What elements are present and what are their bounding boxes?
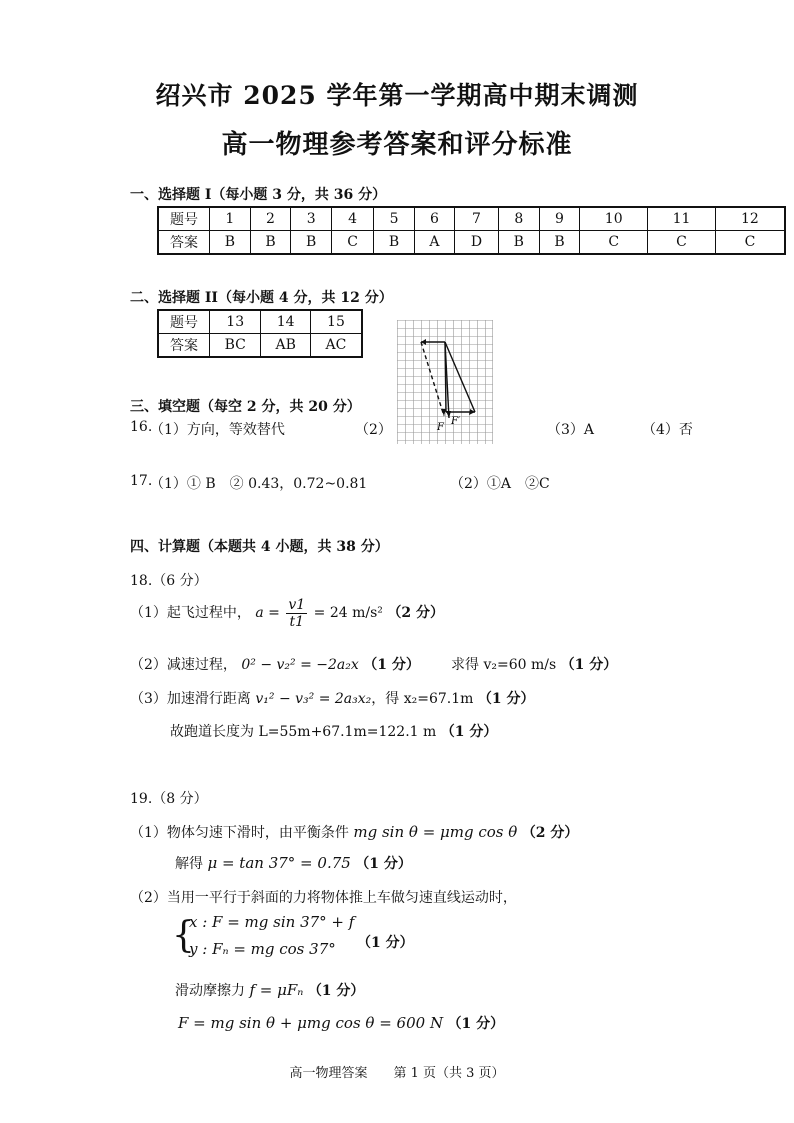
answer-cell: B	[291, 231, 332, 255]
table-row	[158, 207, 785, 231]
q19-line3: （2）当用一平行于斜面的力将物体推上车做匀速直线运动时，	[130, 890, 517, 906]
question-cell: 15	[310, 310, 362, 334]
question-cell: 2	[250, 207, 291, 231]
answer-cell: AC	[310, 334, 362, 358]
question-cell: 11	[648, 207, 716, 231]
q18-line3	[130, 688, 535, 708]
question-cell: 8	[498, 207, 539, 231]
answer-cell: B	[210, 231, 251, 255]
page-footer: 高一物理答案 第 1 页（共 3 页）	[289, 1066, 505, 1081]
q18-line2-result	[451, 654, 617, 674]
section4-heading: 四、计算题（本题共 4 小题，共 38 分）	[130, 539, 389, 555]
q18-l2-prefix: （2）减速过程，	[130, 657, 237, 673]
system-brace: {	[172, 915, 195, 956]
q18-l3-score: （1 分）	[477, 691, 535, 707]
q16-part3: （3）A	[547, 422, 595, 438]
section1-answer-table	[157, 206, 786, 255]
q17-part2: （2）①A ②C	[450, 476, 550, 492]
q19-l1-eq: mg sin θ = μmg cos θ	[353, 823, 518, 841]
q19-l5-prefix: 滑动摩擦力	[175, 983, 245, 999]
q18-l2-result: 求得 v₂=60 m/s	[451, 657, 557, 673]
question-cell: 13	[210, 310, 261, 334]
q19-l2-score: （1 分）	[355, 856, 412, 872]
force-vectors	[421, 342, 475, 418]
q19-l1-prefix: （1）物体匀速下滑时，由平衡条件	[130, 825, 349, 841]
q18-l2-score: （1 分）	[363, 657, 420, 673]
q19-heading: 19.（8 分）	[130, 791, 208, 807]
question-cell: 9	[539, 207, 580, 231]
question-cell: 10	[580, 207, 648, 231]
q18-l1-eq-lhs: a =	[255, 605, 280, 621]
q17-part1: （1）① B ② 0.43，0.72~0.81	[150, 476, 368, 492]
q18-l4-score: （1 分）	[440, 724, 498, 740]
q18-l3-eq: v₁² − v₃² = 2a₃x₂	[255, 691, 372, 707]
answer-cell: C	[332, 231, 374, 255]
question-cell: 7	[454, 207, 498, 231]
question-cell: 3	[291, 207, 332, 231]
q19-l4-score: （1 分）	[357, 935, 414, 951]
q18-line1	[130, 596, 444, 630]
q19-l2-prefix: 解得	[175, 856, 203, 872]
q17-number: 17.	[130, 473, 153, 489]
q18-l2-score2: （1 分）	[560, 657, 618, 673]
q19-l5-eq: f = μFₙ	[249, 981, 304, 999]
q19-line5	[175, 980, 364, 1000]
answer-cell: AB	[261, 334, 310, 358]
answer-cell: B	[498, 231, 539, 255]
q16-part2: （2）	[355, 422, 392, 438]
section2-answer-table	[157, 309, 363, 358]
fraction-denominator: t1	[289, 613, 305, 630]
q18-line4	[170, 721, 497, 741]
answer-cell: B	[250, 231, 291, 255]
answer-cell: BC	[210, 334, 261, 358]
question-cell: 6	[414, 207, 454, 231]
row-label: 题号	[158, 310, 210, 334]
q19-line1	[130, 822, 578, 842]
answer-cell: C	[648, 231, 716, 255]
q16-number: 16.	[130, 419, 153, 435]
answer-cell: B	[374, 231, 415, 255]
page-subtitle: 高一物理参考答案和评分标准	[221, 130, 573, 160]
page-title: 绍兴市 2025 学年第一学期高中期末调测	[155, 81, 639, 110]
answer-cell: C	[715, 231, 785, 255]
q18-l4-text: 故跑道长度为 L=55m+67.1m=122.1 m	[170, 724, 437, 740]
label-f: F	[437, 422, 444, 433]
section3-heading: 三、填空题（每空 2 分，共 20 分）	[130, 399, 361, 415]
question-cell: 12	[715, 207, 785, 231]
force-diagram-figure	[397, 320, 493, 444]
q18-l3-result: ，得 x₂=67.1m	[371, 691, 474, 707]
q18-l1-prefix: （1）起飞过程中，	[130, 605, 251, 621]
answer-cell: C	[580, 231, 648, 255]
q18-l3-prefix: （3）加速滑行距离	[130, 691, 251, 707]
q16-part1: （1）方向，等效替代	[150, 422, 285, 438]
q18-l2-eq: 0² − v₂² = −2a₂x	[241, 657, 359, 673]
answer-cell: D	[454, 231, 498, 255]
table-row	[158, 334, 362, 358]
q19-line6	[178, 1013, 504, 1033]
table-row	[158, 231, 785, 255]
section1-heading: 一、选择题 I（每小题 3 分，共 36 分）	[130, 187, 387, 203]
row-label: 题号	[158, 207, 210, 231]
q19-l5-score: （1 分）	[307, 983, 365, 999]
table-row	[158, 310, 362, 334]
question-cell: 5	[374, 207, 415, 231]
q19-l6-eq: F = mg sin θ + μmg cos θ = 600 N	[178, 1014, 444, 1032]
question-cell: 1	[210, 207, 251, 231]
question-cell: 4	[332, 207, 374, 231]
fraction-numerator: v1	[288, 596, 306, 613]
q18-l1-fraction	[286, 597, 307, 630]
q19-l4-eq-x: x : F = mg sin 37° + f	[189, 913, 355, 931]
row-label: 答案	[158, 334, 210, 358]
q18-l1-score: （2 分）	[387, 605, 444, 621]
q19-l2-eq: μ = tan 37° = 0.75	[207, 854, 351, 872]
section2-heading: 二、选择题 II（每小题 4 分，共 12 分）	[130, 290, 393, 306]
q16-part4: （4）否	[642, 422, 693, 438]
row-label: 答案	[158, 231, 210, 255]
q19-line2	[175, 853, 412, 873]
answer-cell: B	[539, 231, 580, 255]
q18-l1-eq-rhs: = 24 m/s²	[313, 605, 383, 621]
answer-cell: A	[414, 231, 454, 255]
q18-heading: 18.（6 分）	[130, 573, 208, 589]
q18-line2	[130, 654, 420, 674]
resultant-f-dashed	[421, 342, 444, 416]
q19-l1-score: （2 分）	[521, 825, 579, 841]
q19-l6-score: （1 分）	[447, 1016, 505, 1032]
question-cell: 14	[261, 310, 310, 334]
label-f-prime: F′	[451, 416, 461, 427]
q19-l4-eq-y: y : Fₙ = mg cos 37°	[189, 940, 336, 958]
